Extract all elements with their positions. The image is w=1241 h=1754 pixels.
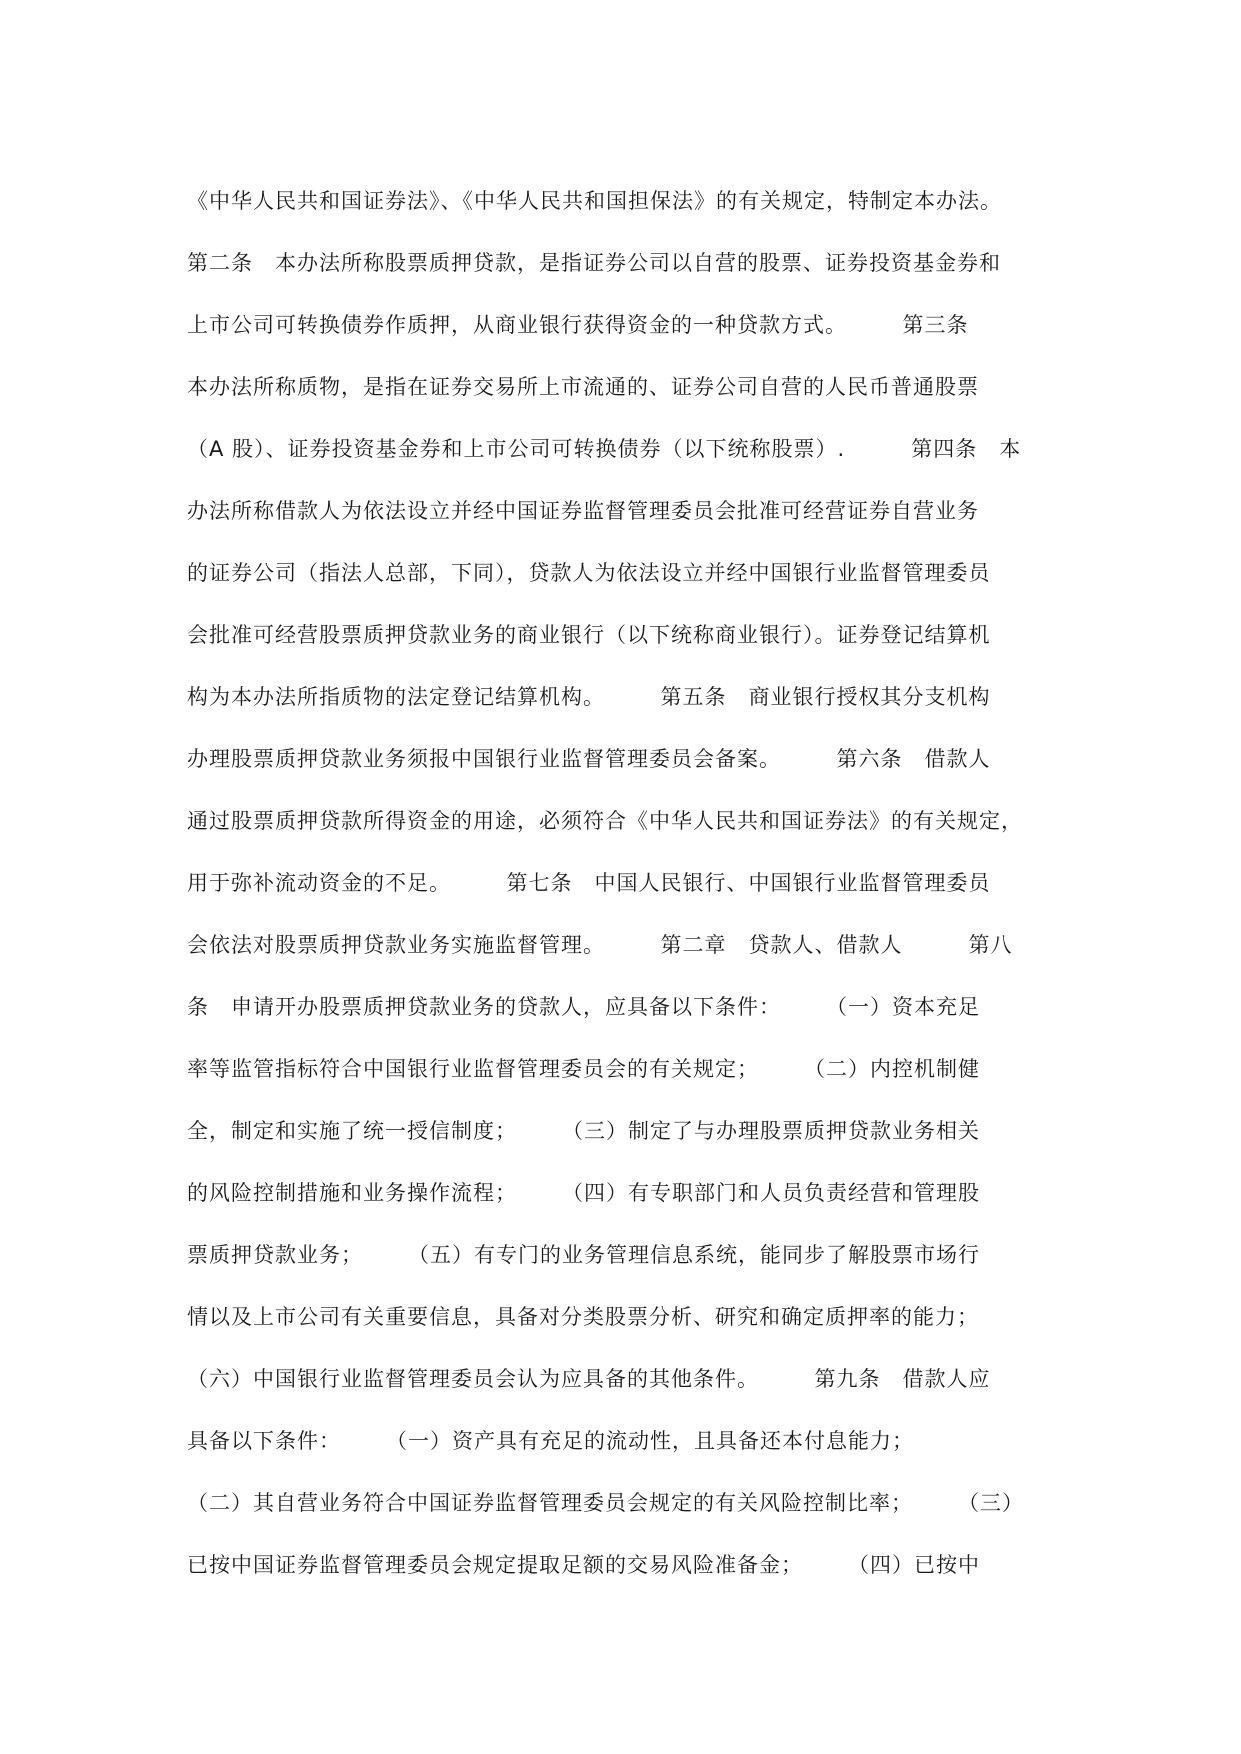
text-line: （A 股）、证券投资基金券和上市公司可转换债券（以下统称股票）. 第四条 本 bbox=[187, 437, 1022, 461]
text-line: 具备以下条件： （一）资产具有充足的流动性，且具备还本付息能力； bbox=[187, 1429, 914, 1453]
text-line: 上市公司可转换债券作质押，从商业银行获得资金的一种贷款方式。 第三条 bbox=[187, 313, 969, 337]
text-line: 用于弥补流动资金的不足。 第七条 中国人民银行、中国银行业监督管理委员 bbox=[187, 871, 991, 895]
text-line: 全，制定和实施了统一授信制度； （三）制定了与办理股票质押贷款业务相关 bbox=[187, 1119, 980, 1143]
text-line: 率等监管指标符合中国银行业监督管理委员会的有关规定； （二）内控机制健 bbox=[187, 1057, 980, 1081]
text-line: 会依法对股票质押贷款业务实施监督管理。 第二章 贷款人、借款人 第八 bbox=[187, 933, 1013, 957]
text-line: （六）中国银行业监督管理委员会认为应具备的其他条件。 第九条 借款人应 bbox=[187, 1367, 991, 1391]
text-line: 情以及上市公司有关重要信息，具备对分类股票分析、研究和确定质押率的能力； bbox=[187, 1305, 979, 1329]
text-line: 已按中国证券监督管理委员会规定提取足额的交易风险准备金； （四）已按中 bbox=[187, 1553, 980, 1577]
document-body bbox=[187, 170, 1087, 1596]
text-line: 《中华人民共和国证券法》、《中华人民共和国担保法》的有关规定，特制定本办法。 bbox=[187, 189, 1002, 213]
text-line: 办法所称借款人为依法设立并经中国证券监督管理委员会批准可经营证券自营业务 bbox=[187, 499, 979, 523]
text-line: 第二条 本办法所称股票质押贷款，是指证券公司以自营的股票、证券投资基金券和 bbox=[187, 251, 1001, 275]
text-line: 通过股票质押贷款所得资金的用途，必须符合《中华人民共和国证券法》的有关规定， bbox=[187, 809, 1023, 833]
text-line: 构为本办法所指质物的法定登记结算机构。 第五条 商业银行授权其分支机构 bbox=[187, 685, 991, 709]
text-line: 条 申请开办股票质押贷款业务的贷款人，应具备以下条件： （一）资本充足 bbox=[187, 995, 980, 1019]
text-line: 本办法所称质物，是指在证券交易所上市流通的、证券公司自营的人民币普通股票 bbox=[187, 375, 979, 399]
text-line: 的风险控制措施和业务操作流程； （四）有专职部门和人员负责经营和管理股 bbox=[187, 1181, 980, 1205]
text-line: 的证券公司（指法人总部，下同），贷款人为依法设立并经中国银行业监督管理委员 bbox=[187, 561, 991, 585]
text-line: 票质押贷款业务； （五）有专门的业务管理信息系统，能同步了解股票市场行 bbox=[187, 1243, 980, 1267]
text-line: （二）其自营业务符合中国证券监督管理委员会规定的有关风险控制比率； （三） bbox=[187, 1491, 1024, 1515]
text-line: 办理股票质押贷款业务须报中国银行业监督管理委员会备案。 第六条 借款人 bbox=[187, 747, 991, 771]
text-line: 会批准可经营股票质押贷款业务的商业银行（以下统称商业银行）。证券登记结算机 bbox=[187, 623, 991, 647]
